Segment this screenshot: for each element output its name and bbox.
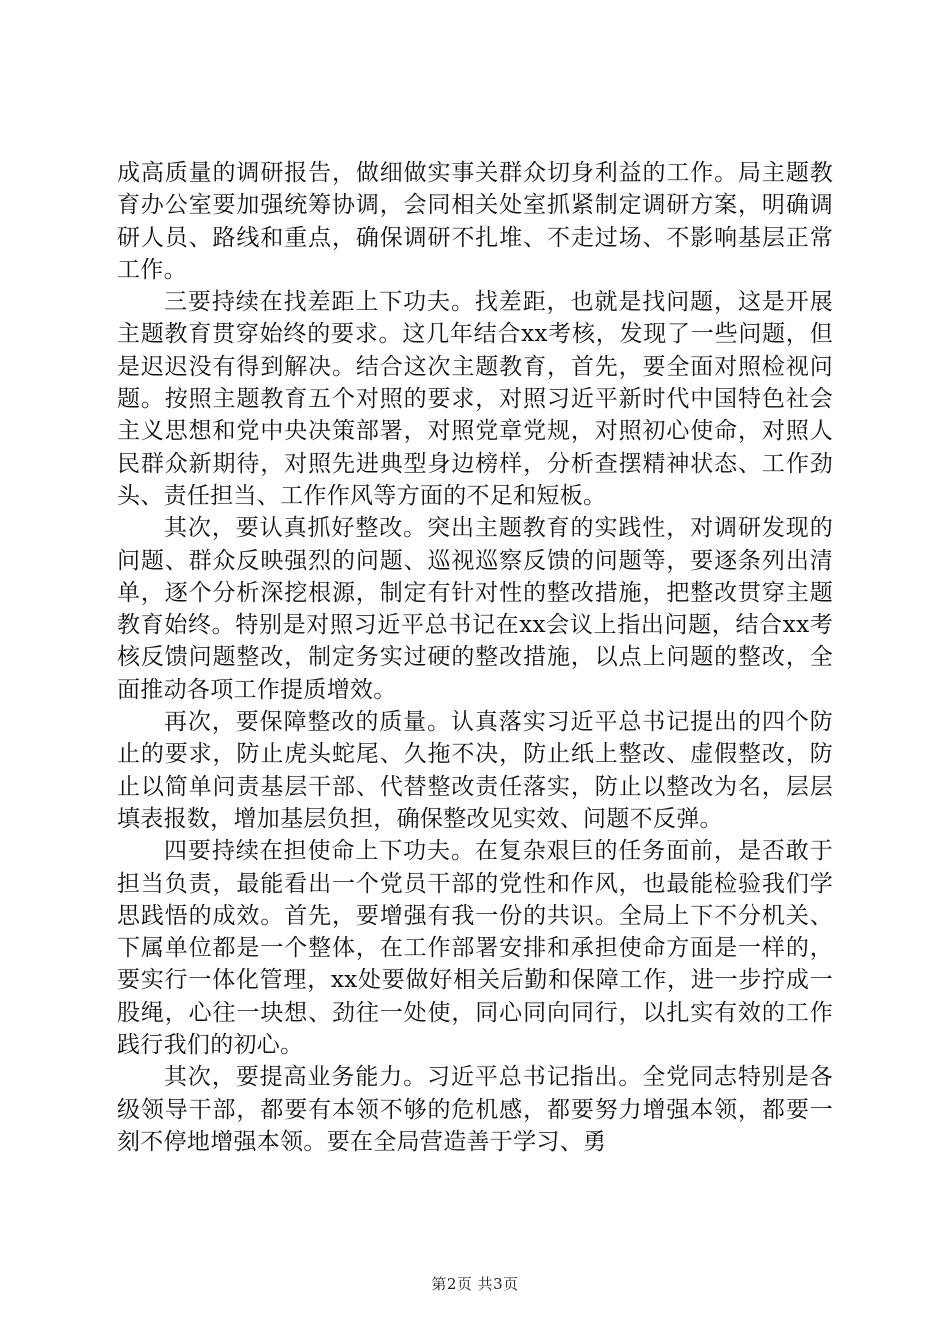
document-body [117, 157, 833, 1158]
page-footer: 第2页 共3页 [431, 1275, 519, 1293]
paragraph-3: 其次，要认真抓好整改。突出主题教育的实践性，对调研发现的问题、群众反映强烈的问题、巡视巡察反馈的问题等，要逐条列出清单，逐个分析深挖根源，制定有针对性的整改措施，把整改贯穿主题教育始终。特别是对照习近平总书记在xx会议上指出问题，结合xx考核反馈问题整改，制定务实过硬的整改措施，以点上问题的整改，全面推动各项工作提质增效。 [117, 515, 833, 703]
paragraph-2: 三要持续在找差距上下功夫。找差距，也就是找问题，这是开展主题教育贯穿始终的要求。这几年结合xx考核，发现了一些问题，但是迟迟没有得到解决。结合这次主题教育，首先，要全面对照检视问题。按照主题教育五个对照的要求，对照习近平新时代中国特色社会主义思想和党中央决策部署，对照党章党规，对照初心使命，对照人民群众新期待，对照先进典型身边榜样，分析查摆精神状态、工作劲头、责任担当、工作作风等方面的不足和短板。 [117, 289, 833, 509]
paragraph-1: 成高质量的调研报告，做细做实事关群众切身利益的工作。局主题教育办公室要加强统筹协调，会同相关处室抓紧制定调研方案，明确调研人员、路线和重点，确保调研不扎堆、不走过场、不影响基层正常工作。 [117, 160, 833, 283]
paragraph-5: 四要持续在担使命上下功夫。在复杂艰巨的任务面前，是否敢于担当负责，最能看出一个党员干部的党性和作风，也最能检验我们学思践悟的成效。首先，要增强有我一份的共识。全局上下不分机关、下属单位都是一个整体，在工作部署安排和承担使命方面是一样的，要实行一体化管理，xx处要做好相关后勤和保障工作，进一步拧成一股绳，心往一块想、劲往一处使，同心同向同行，以扎实有效的工作践行我们的初心。 [117, 838, 833, 1059]
paragraph-4: 再次，要保障整改的质量。认真落实习近平总书记提出的四个防止的要求，防止虎头蛇尾、久拖不决，防止纸上整改、虚假整改，防止以简单问责基层干部、代替整改责任落实，防止以整改为名，层层填表报数，增加基层负担，确保整改见实效、问题不反弹。 [117, 709, 833, 832]
paragraph-6: 其次，要提高业务能力。习近平总书记指出。全党同志特别是各级领导干部，都要有本领不够的危机感，都要努力增强本领，都要一刻不停地增强本领。要在全局营造善于学习、勇 [117, 1064, 833, 1155]
